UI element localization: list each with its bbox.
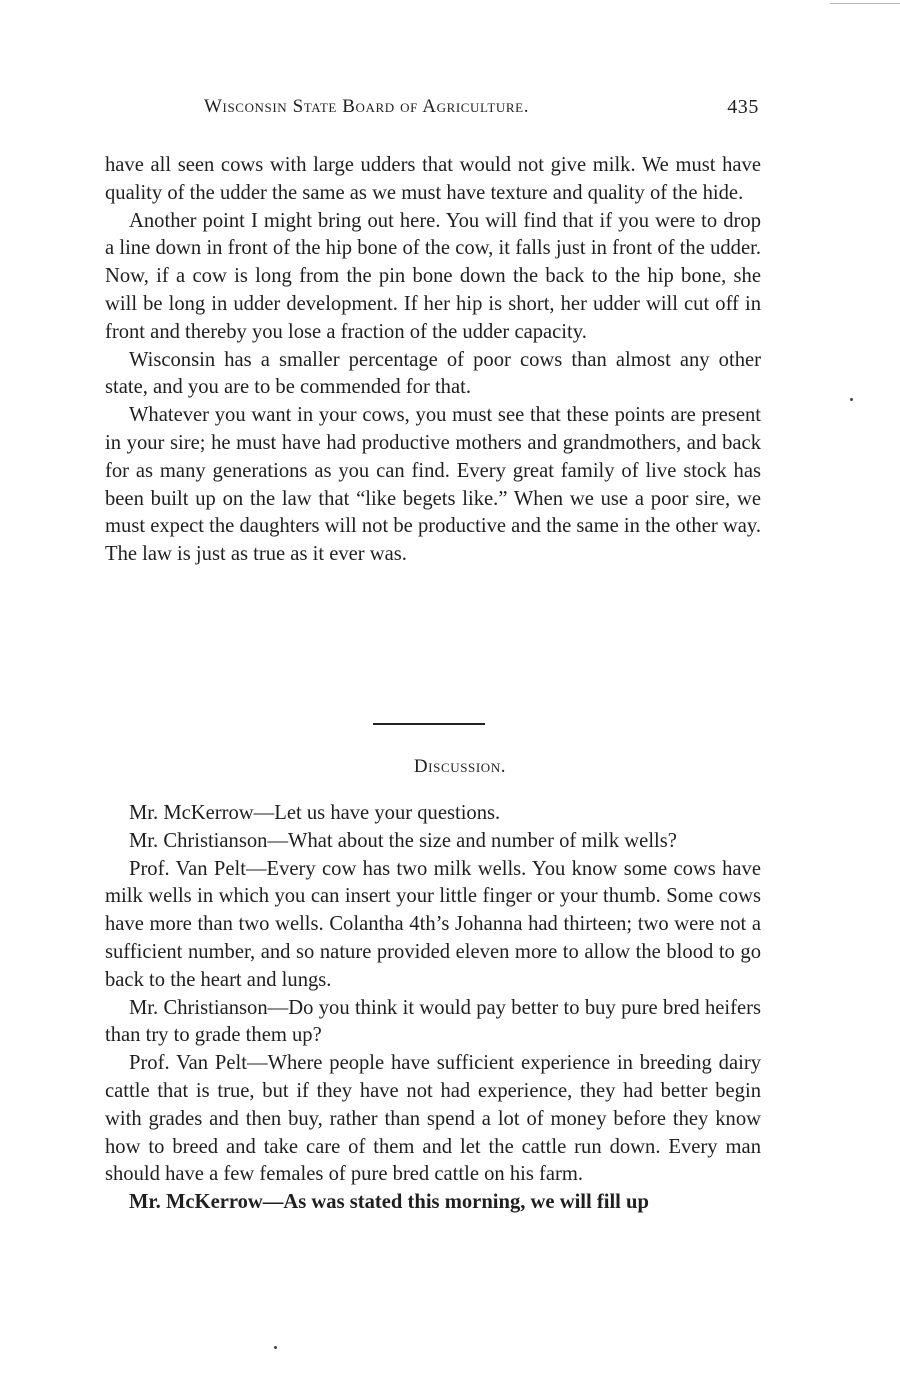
scan-speck	[850, 398, 853, 401]
discussion-paragraph: Prof. Van Pelt—Every cow has two milk wells. You know some cows have milk wells in which you can insert your little finger or your thumb. Some cows have more than two wells. Colantha 4th’s Johanna had thirteen; two were not a sufficient number, and so nature provided eleven more to allow the blood to go back to the heart and lungs.	[105, 857, 761, 991]
section-heading: Discussion.	[413, 756, 507, 777]
page-number: 435	[727, 96, 759, 118]
discussion-text	[105, 800, 761, 1217]
scan-edge-line	[830, 3, 900, 4]
discussion-paragraph: Prof. Van Pelt—Where people have sufficient experience in breeding dairy cattle that is true, but if they have not had experience, they had better begin with grades and then buy, rather than spend a lot of money before they know how to breed and take care of them and let the cattle run down. Every man should have a few females of pure bred cattle on his farm.	[105, 1052, 761, 1186]
paragraph: Another point I might bring out here. You will find that if you were to drop a line down in front of the hip bone of the cow, it falls just in front of the udder. Now, if a cow is long from the pin bone down the back to the hip bone, she will be long in udder development. If her hip is short, her udder will cut off in front and thereby you lose a fraction of the udder capacity.	[105, 209, 761, 343]
discussion-paragraph-last: Mr. McKerrow—As was stated this morning, we will fill up	[129, 1191, 649, 1214]
discussion-paragraph: Mr. Christianson—Do you think it would pay better to buy pure bred heifers than try to grade them up?	[105, 996, 761, 1047]
body-text	[105, 152, 761, 569]
running-header-title: Wisconsin State Board of Agriculture.	[204, 96, 530, 117]
paragraph: Whatever you want in your cows, you must see that these points are present in your sire; he must have had productive mothers and grandmothers, and back for as many generations as you can find. Every great family of live stock has been built up on the law that “like begets like.” When we use a poor sire, we must expect the daughters will not be productive and the same in the other way. The law is just as true as it ever was.	[105, 404, 761, 566]
paragraph: have all seen cows with large udders that would not give milk. We must have quality of the udder the same as we must have texture and quality of the hide.	[105, 154, 761, 204]
paragraph: Wisconsin has a smaller percentage of poor cows than almost any other state, and you are to be commended for that.	[105, 348, 761, 399]
section-divider	[373, 723, 485, 725]
discussion-paragraph: Mr. McKerrow—Let us have your questions.	[129, 802, 501, 824]
discussion-paragraph: Mr. Christianson—What about the size and number of milk wells?	[129, 829, 677, 852]
scan-speck	[274, 1346, 277, 1349]
